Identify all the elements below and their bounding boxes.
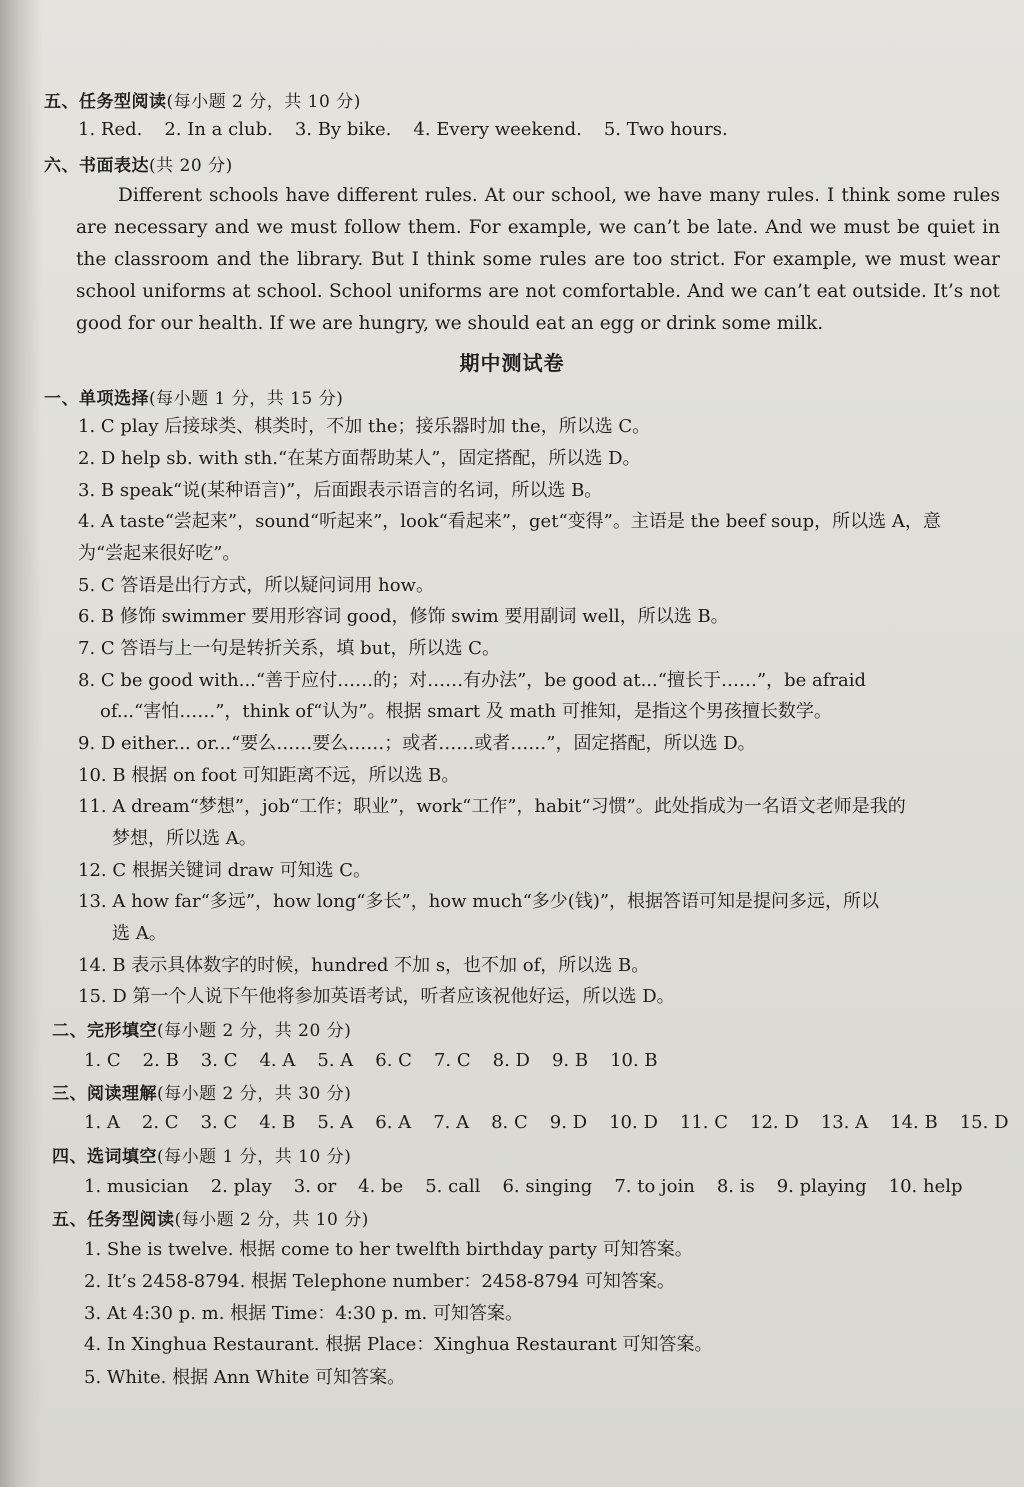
task-item: 1. She is twelve. 根据 come to her twelfth birthday party 可知答案。: [84, 1239, 693, 1260]
choice-item: 8. C be good with...“善于应付……的；对……有办法”，be good at...“擅长于……”，be afraid: [78, 670, 867, 691]
choice-item: 5. C 答语是出行方式，所以疑问词用 how。: [78, 575, 434, 596]
section-5a-answers: [78, 118, 750, 142]
part-4-answers: [84, 1175, 985, 1199]
answer-item: 3. or: [293, 1176, 337, 1197]
answer-item: 2. play: [210, 1176, 272, 1197]
answer-item: 14. B: [890, 1112, 938, 1133]
answer-item: 1. musician: [84, 1176, 189, 1197]
binding-shadow: [0, 0, 42, 1487]
choice-item: 9. D either... or...“要么……要么……；或者……或者……”，固定搭配，所以选 D。: [78, 733, 756, 754]
answer-item: 4. A: [259, 1050, 296, 1071]
section-5a-heading: 五、任务型阅读(每小题 2 分，共 10 分): [44, 92, 361, 112]
choice-item: 13. A how far“多远”，how long“多长”，how much“多少(钱)”，根据答语可知是提问多远，所以: [78, 891, 880, 912]
answer-item: 3. C: [200, 1050, 238, 1071]
choice-item: 3. B speak“说(某种语言)”，后面跟表示语言的名词，所以选 B。: [78, 480, 603, 501]
choice-item: 14. B 表示具体数字的时候，hundred 不加 s，也不加 of，所以选 B。: [78, 955, 650, 976]
choice-item: 12. C 根据关键词 draw 可知选 C。: [78, 860, 372, 881]
answer-item: 11. C: [679, 1112, 728, 1133]
answer-item: 7. C: [433, 1050, 471, 1071]
choice-item: 4. A taste“尝起来”，sound“听起来”，look“看起来”，get“变得”。主语是 the beef soup，所以选 A，意: [78, 511, 941, 532]
choice-item-cont: 梦想，所以选 A。: [112, 828, 257, 849]
answer-item: 10. D: [609, 1112, 658, 1133]
answer-item: 5. call: [425, 1176, 481, 1197]
choice-item: 1. C play 后接球类、棋类时，不加 the；接乐器时加 the，所以选 C。: [78, 416, 651, 437]
answer-item: 1. A: [84, 1112, 120, 1133]
part-3-heading: 三、阅读理解(每小题 2 分，共 30 分): [52, 1084, 352, 1104]
part-1-heading: 一、单项选择(每小题 1 分，共 15 分): [44, 389, 344, 409]
part-2-heading: 二、完形填空(每小题 2 分，共 20 分): [52, 1021, 352, 1041]
part-3-answers: [84, 1111, 1009, 1135]
section-6-heading: 六、书面表达(共 20 分): [44, 156, 233, 176]
task-item: 3. At 4:30 p. m. 根据 Time：4:30 p. m. 可知答案。: [84, 1303, 523, 1324]
choice-item: 11. A dream“梦想”，job“工作；职业”，work“工作”，habit“习惯”。此处指成为一名语文老师是我的: [78, 796, 906, 817]
choice-item-cont: 选 A。: [112, 923, 167, 944]
answer-item: 6. A: [375, 1112, 412, 1133]
answer-item: 6. singing: [502, 1176, 593, 1197]
answer-item: 6. C: [375, 1050, 412, 1071]
answer-item: 8. is: [716, 1176, 755, 1197]
task-item: 2. It’s 2458-8794. 根据 Telephone number：2458-8794 可知答案。: [84, 1271, 675, 1292]
task-item: 4. In Xinghua Restaurant. 根据 Place：Xinghua Restaurant 可知答案。: [84, 1334, 713, 1355]
choice-item: 2. D help sb. with sth.“在某方面帮助某人”，固定搭配，所以选 D。: [78, 448, 641, 469]
page-title: 期中测试卷: [459, 351, 565, 375]
answer-item: 15. D: [959, 1112, 1009, 1133]
answer-item: 3. By bike.: [294, 119, 392, 140]
part-4-heading: 四、选词填空(每小题 1 分，共 10 分): [52, 1147, 352, 1167]
task-item: 5. White. 根据 Ann White 可知答案。: [84, 1367, 406, 1388]
answer-item: 2. B: [142, 1050, 179, 1071]
choice-item: 15. D 第一个人说下午他将参加英语考试，听者应该祝他好运，所以选 D。: [78, 986, 675, 1007]
choice-item: 6. B 修饰 swimmer 要用形容词 good，修饰 swim 要用副词 well，所以选 B。: [78, 606, 729, 627]
answer-item: 2. C: [141, 1112, 179, 1133]
answer-item: 4. B: [259, 1112, 296, 1133]
answer-item: 8. D: [492, 1050, 530, 1071]
answer-item: 9. playing: [776, 1176, 867, 1197]
choice-item: 10. B 根据 on foot 可知距离不远，所以选 B。: [78, 765, 460, 786]
answer-item: 5. Two hours.: [603, 119, 728, 140]
answer-item: 3. C: [200, 1112, 238, 1133]
choice-item: 7. C 答语与上一句是转折关系，填 but，所以选 C。: [78, 638, 500, 659]
answer-item: 10. help: [888, 1176, 963, 1197]
answer-item: 7. A: [433, 1112, 470, 1133]
choice-item-cont: 为“尝起来很好吃”。: [78, 543, 241, 564]
answer-item: 4. be: [358, 1176, 404, 1197]
answer-item: 5. A: [317, 1050, 354, 1071]
answer-item: 2. In a club.: [164, 119, 273, 140]
answer-item: 5. A: [317, 1112, 354, 1133]
answer-item: 4. Every weekend.: [413, 119, 582, 140]
writing-essay: Different schools have different rules. At our school, we have many rules. I think some rules are necessary and we must follow them. For example, we can’t be late. And we must be quiet in the classroom and the library. But I think some rules are too strict. For example, we must wear school uniforms at school. School uniforms are not comfortable. And we can’t eat outside. It’s not good for our health. If we are hungry, we should eat an egg or drink some milk.: [76, 185, 1000, 334]
choice-item-cont: of...“害怕……”，think of“认为”。根据 smart 及 math 可推知，是指这个男孩擅长数学。: [100, 701, 832, 722]
answer-item: 1. C: [84, 1050, 121, 1071]
answer-item: 13. A: [820, 1112, 869, 1133]
answer-item: 9. D: [549, 1112, 588, 1133]
answer-item: 9. B: [551, 1050, 589, 1071]
part-5-heading: 五、任务型阅读(每小题 2 分，共 10 分): [52, 1210, 369, 1230]
answer-item: 7. to join: [614, 1176, 695, 1197]
answer-item: 1. Red.: [78, 119, 143, 140]
part-2-answers: [84, 1049, 680, 1073]
answer-item: 10. B: [610, 1050, 658, 1071]
answer-item: 12. D: [750, 1112, 799, 1133]
answer-item: 8. C: [491, 1112, 528, 1133]
